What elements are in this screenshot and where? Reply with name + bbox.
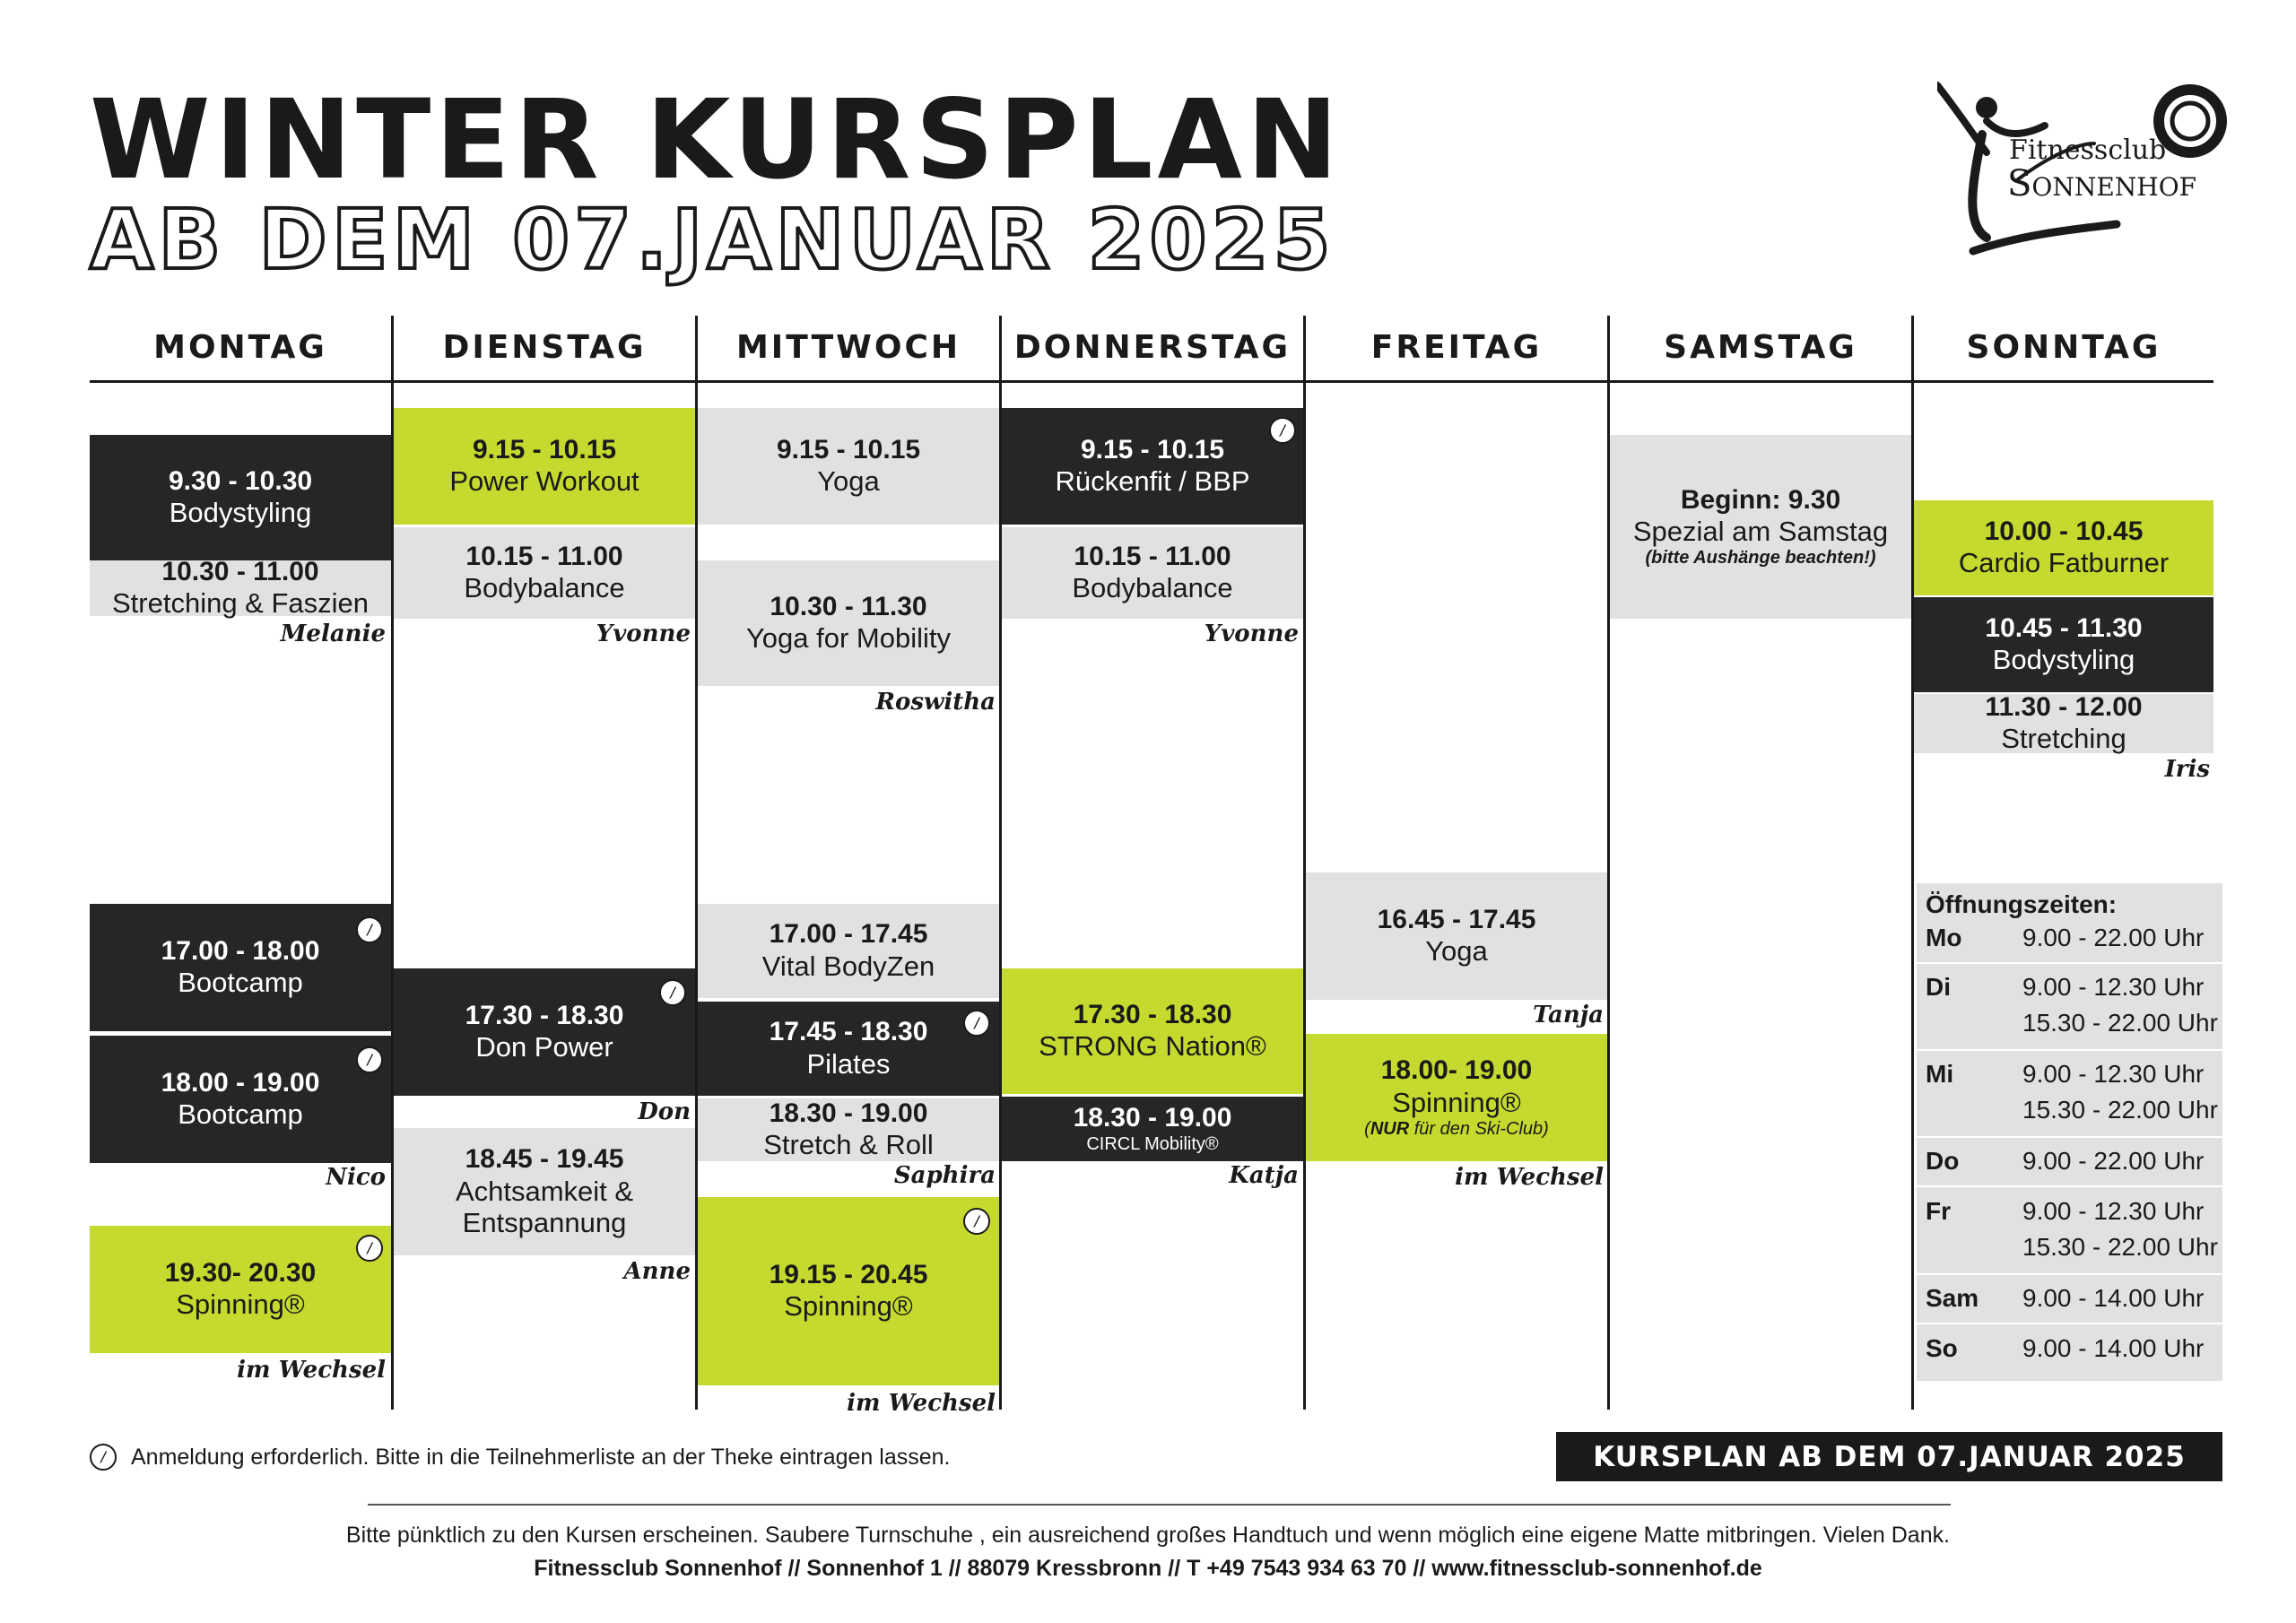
- registration-icon: [90, 1444, 117, 1471]
- course-block[interactable]: 19.30- 20.30 Spinning®: [90, 1226, 391, 1353]
- course-block[interactable]: 16.45 - 17.45 Yoga: [1306, 872, 1607, 1000]
- registration-icon: [963, 1010, 990, 1037]
- course-block[interactable]: 10.30 - 11.30 Yoga for Mobility: [698, 560, 999, 686]
- opening-hours-title: Öffnungszeiten:: [1926, 890, 2118, 918]
- hours-divider: [1917, 962, 2222, 964]
- day-header-samstag: SAMSTAG: [1664, 328, 1857, 366]
- hours-divider: [1917, 1323, 2222, 1324]
- course-block[interactable]: 17.00 - 18.00 Bootcamp: [90, 904, 391, 1031]
- course-block[interactable]: 17.30 - 18.30 Don Power: [394, 968, 695, 1096]
- course-block[interactable]: 10.45 - 11.30 Bodystyling: [1914, 597, 2213, 692]
- day-header-donnerstag: DONNERSTAG: [1013, 328, 1292, 366]
- hours-divider: [1917, 1049, 2222, 1051]
- logo-text-top: Fitnessclub: [2009, 135, 2167, 166]
- registration-icon: [963, 1208, 990, 1235]
- registration-icon: [356, 1046, 383, 1073]
- trainer-name: Nico: [326, 1164, 386, 1191]
- trainer-name: Roswitha: [875, 689, 996, 716]
- course-block[interactable]: 18.30 - 19.00 CIRCL Mobility®: [1002, 1097, 1303, 1161]
- registration-icon: [356, 916, 383, 943]
- page-subtitle: AB DEM 07.JANUAR 2025: [90, 192, 1335, 288]
- trainer-name: Don: [638, 1098, 691, 1125]
- trainer-name: Melanie: [280, 621, 386, 647]
- course-block[interactable]: 18.30 - 19.00 Stretch & Roll: [698, 1098, 999, 1161]
- course-block[interactable]: 18.00 - 19.00 Bootcamp: [90, 1036, 391, 1163]
- trainer-name: im Wechsel: [1455, 1164, 1604, 1191]
- column-divider: [1911, 316, 1914, 1410]
- course-block[interactable]: 17.30 - 18.30 STRONG Nation®: [1002, 968, 1303, 1094]
- day-header-montag: MONTAG: [153, 328, 327, 366]
- schedule-banner: KURSPLAN AB DEM 07.JANUAR 2025: [1556, 1432, 2222, 1481]
- course-block[interactable]: 9.15 - 10.15 Power Workout: [394, 408, 695, 525]
- trainer-name: Saphira: [893, 1162, 996, 1189]
- day-header-mittwoch: MITTWOCH: [735, 328, 961, 366]
- course-block[interactable]: 19.15 - 20.45 Spinning®: [698, 1197, 999, 1385]
- trainer-name: Katja: [1229, 1162, 1299, 1189]
- registration-icon: [1269, 417, 1296, 444]
- day-header-dienstag: DIENSTAG: [442, 328, 647, 366]
- course-block[interactable]: 9.15 - 10.15 Yoga: [698, 408, 999, 525]
- footer-rule: [368, 1504, 1951, 1506]
- trainer-name: Yvonne: [1204, 621, 1299, 647]
- footer-instructions: Bitte pünktlich zu den Kursen erscheinen. Saubere Turnschuhe , ein ausreichend großes Handtuch und wenn möglich eine eigene Matte mitbringen. Vielen Dank.: [345, 1523, 1951, 1548]
- day-header-sonntag: SONNTAG: [1966, 328, 2161, 366]
- hours-divider: [1917, 1273, 2222, 1275]
- hours-divider: [1917, 1136, 2222, 1138]
- trainer-name: Tanja: [1533, 1002, 1604, 1028]
- hours-divider: [1917, 1185, 2222, 1187]
- course-block[interactable]: 11.30 - 12.00 Stretching: [1914, 694, 2213, 753]
- course-block[interactable]: 17.45 - 18.30 Pilates: [698, 1002, 999, 1096]
- header-rule: [90, 380, 2213, 383]
- trainer-name: im Wechsel: [847, 1390, 996, 1417]
- column-divider: [1303, 316, 1306, 1410]
- course-block[interactable]: 17.00 - 17.45 Vital BodyZen: [698, 904, 999, 998]
- course-block[interactable]: 9.30 - 10.30 Bodystyling: [90, 435, 391, 560]
- trainer-name: Anne: [623, 1258, 691, 1285]
- footer-contact: Fitnessclub Sonnenhof // Sonnenhof 1 // 88079 Kressbronn // T +49 7543 934 63 70 // www.fitnessclub-sonnenhof.de: [534, 1556, 1762, 1581]
- course-block[interactable]: 10.15 - 11.00 Bodybalance: [394, 527, 695, 619]
- course-block[interactable]: 18.00- 19.00 Spinning® (NUR für den Ski-Club): [1306, 1034, 1607, 1161]
- course-block[interactable]: 10.00 - 10.45 Cardio Fatburner: [1914, 500, 2213, 595]
- trainer-name: Yvonne: [596, 621, 691, 647]
- page-title: WINTER KURSPLAN: [90, 76, 1343, 204]
- course-block[interactable]: 10.30 - 11.00 Stretching & Faszien: [90, 560, 391, 616]
- registration-icon: [356, 1235, 383, 1262]
- club-logo: [1937, 81, 2233, 287]
- logo-text-bottom: Sonnenhof: [2007, 163, 2197, 204]
- opening-hours-panel: Öffnungszeiten: Mo 9.00 - 22.00 Uhr Di 9.00 - 12.30 Uhr 15.30 - 22.00 Uhr Mi 9.00 - 12.30 Uhr 15.30 - 22.00 Uhr Do 9.00 - 22.00 Uhr Fr 9.00 - 12.30 Uhr 15.30 - 22.00 Uhr Sam 9.00 - 14.00 Uhr So 9.00 - 14.00 Uhr: [1917, 883, 2222, 1381]
- trainer-name: im Wechsel: [237, 1357, 386, 1384]
- course-block[interactable]: 10.15 - 11.00 Bodybalance: [1002, 527, 1303, 619]
- trainer-name: Iris: [2164, 756, 2210, 783]
- registration-icon: [659, 979, 686, 1006]
- course-block[interactable]: Beginn: 9.30 Spezial am Samstag (bitte Aushänge beachten!): [1610, 435, 1911, 619]
- day-header-freitag: FREITAG: [1370, 328, 1543, 366]
- course-block[interactable]: 9.15 - 10.15 Rückenfit / BBP: [1002, 408, 1303, 525]
- course-block[interactable]: 18.45 - 19.45 Achtsamkeit & Entspannung: [394, 1128, 695, 1255]
- registration-note: Anmeldung erforderlich. Bitte in die Teilnehmerliste an der Theke eintragen lassen.: [90, 1444, 951, 1471]
